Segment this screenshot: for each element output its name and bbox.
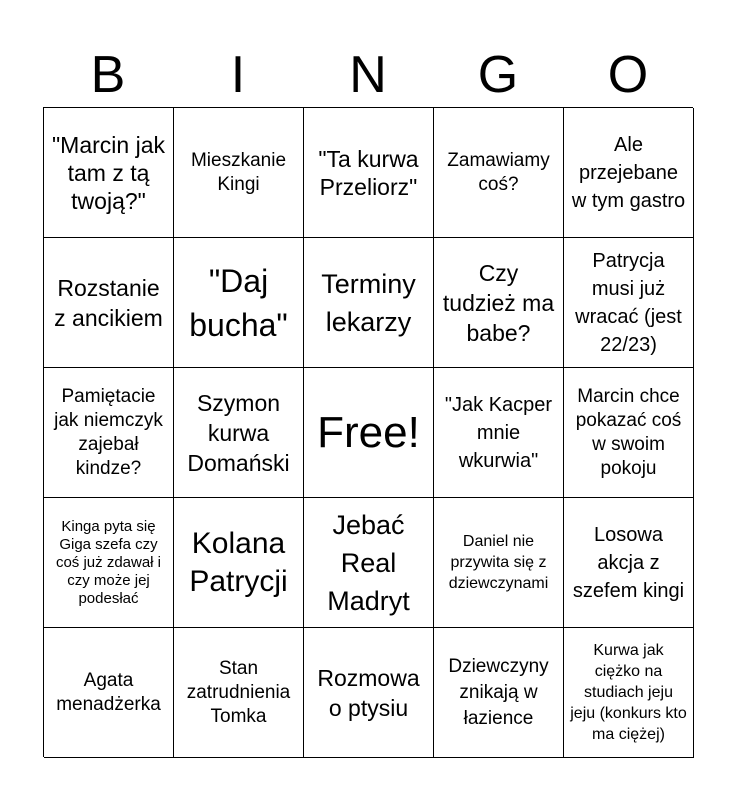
- cell-text: Rozstanie z ancikiem: [54, 274, 163, 331]
- cell-text: Jebać Real Madryt: [327, 509, 410, 616]
- cell-text: Free!: [317, 407, 420, 457]
- bingo-cell[interactable]: [304, 628, 434, 758]
- bingo-cell[interactable]: [304, 498, 434, 628]
- cell-text: Kinga pyta się Giga szefa czy coś już zdawał i czy może jej podesłać: [55, 517, 162, 607]
- bingo-cell[interactable]: [564, 368, 694, 498]
- bingo-cell[interactable]: [174, 368, 304, 498]
- cell-text: Kurwa jak ciężko na studiach jeju jeju (konkurs kto ma ciężej): [570, 642, 687, 743]
- cell-text: "Daj bucha": [189, 262, 288, 343]
- cell-text: Ale przejebane w tym gastro: [571, 133, 686, 212]
- cell-text: Czy tudzież ma babe?: [442, 259, 555, 346]
- bingo-cell[interactable]: [564, 628, 694, 758]
- cell-text: Zamawiamy coś?: [447, 149, 550, 195]
- title-letter-o: O: [607, 46, 649, 104]
- title-letter-i: I: [230, 46, 246, 104]
- cell-text: "Ta kurwa Przeliorz": [318, 145, 419, 200]
- bingo-cell[interactable]: [44, 498, 174, 628]
- bingo-cell[interactable]: [434, 108, 564, 238]
- bingo-cell[interactable]: [434, 238, 564, 368]
- cell-text: Patrycja musi już wracać (jest 22/23): [575, 249, 682, 356]
- bingo-cell[interactable]: [564, 108, 694, 238]
- bingo-cell[interactable]: [174, 628, 304, 758]
- bingo-cell[interactable]: [44, 628, 174, 758]
- cell-text: Terminy lekarzy: [321, 268, 416, 337]
- bingo-cell[interactable]: [174, 238, 304, 368]
- bingo-cell[interactable]: [304, 238, 434, 368]
- bingo-cell[interactable]: [174, 108, 304, 238]
- cell-text: Agata menadżerka: [56, 669, 161, 715]
- cell-text: "Marcin jak tam z tą twoją?": [52, 131, 165, 214]
- cell-text: Szymon kurwa Domański: [187, 389, 290, 476]
- bingo-cell[interactable]: [44, 368, 174, 498]
- bingo-title: [43, 44, 693, 106]
- title-letter-n: N: [349, 46, 387, 104]
- bingo-cell[interactable]: [434, 628, 564, 758]
- bingo-cell[interactable]: [434, 368, 564, 498]
- cell-text: Pamiętacie jak niemczyk zajebał kindze?: [54, 385, 163, 479]
- title-letter-b: B: [90, 46, 126, 104]
- bingo-cell[interactable]: [304, 368, 434, 498]
- cell-text: Dziewczyny znikają w łazience: [448, 655, 549, 729]
- cell-text: Daniel nie przywita się z dziewczynami: [448, 533, 549, 592]
- bingo-cell[interactable]: [564, 498, 694, 628]
- cell-text: Stan zatrudnienia Tomka: [186, 657, 291, 727]
- cell-text: Marcin chce pokazać coś w swoim pokoju: [575, 385, 682, 479]
- cell-text: Kolana Patrycji: [189, 526, 288, 598]
- bingo-cell[interactable]: [44, 108, 174, 238]
- cell-text: Losowa akcja z szefem kingi: [572, 523, 685, 602]
- title-letter-g: G: [477, 46, 519, 104]
- bingo-board: [43, 107, 693, 757]
- bingo-cell[interactable]: [44, 238, 174, 368]
- cell-text: Rozmowa o ptysiu: [317, 664, 420, 721]
- bingo-cell[interactable]: [174, 498, 304, 628]
- bingo-cell[interactable]: [434, 498, 564, 628]
- bingo-cell[interactable]: [564, 238, 694, 368]
- cell-text: "Jak Kacper mnie wkurwia": [444, 393, 553, 472]
- cell-text: Mieszkanie Kingi: [190, 149, 287, 195]
- bingo-cell[interactable]: [304, 108, 434, 238]
